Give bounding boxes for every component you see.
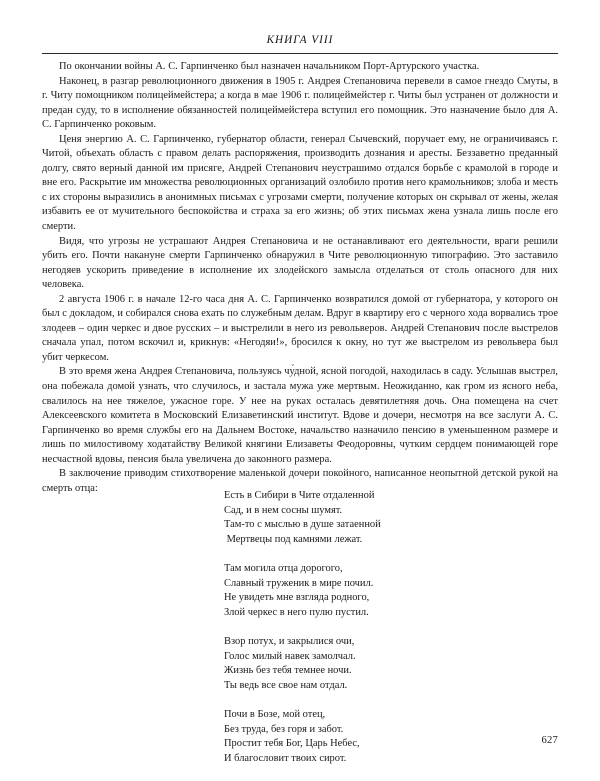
paragraph: В это время жена Андрея Степановича, пользуясь чу́дной, ясной погодой, находилась в саду. Услышав выстрел, она побежала домой узнать, что случилось, и застала мужа уже мертвым. Неожиданно, как гром из ясного неба, свалилось на нее тяжелое, ужасное горе. У нее на руках осталась девятилетняя дочь. Она помещена на счет Алексеевского комитета в Московский Елизаветинский институт. Вдове и дочери, несмотря на все заслуги А. С. Гарпинченко во время службы его на Дальнем Востоке, начальство назначило пенсию в уменьшенном размере и лишь по милостивому ходатайству Великой княгини Елизаветы Феодоровны, чутким сердцем понимающей горе несчастной вдовы, пенсия была увеличена до законного размера.: [42, 366, 558, 465]
poem-line: Там могила отца дорогого,: [224, 562, 343, 574]
poem-line: Взор потух, и закрылися очи,: [224, 635, 355, 647]
header-rule: [42, 53, 558, 54]
poem-line: Сад, и в нем сосны шумят.: [224, 504, 343, 516]
poem-line: Не увидеть мне взгляда родного,: [224, 592, 370, 604]
poem-line: Там-то с мыслью в душе затаенной: [224, 519, 381, 531]
poem-line: Славный труженик в мире почил.: [224, 577, 374, 589]
page-number: 627: [541, 735, 558, 746]
poem-line: Почи в Бозе, мой отец,: [224, 708, 326, 720]
poem-stanza: [224, 562, 524, 620]
paragraph: Ценя энергию А. С. Гарпинченко, губернатор области, генерал Сычевский, поручает ему, не ограничиваясь г. Читой, объехать область с правом делать распоряжения, производить дознания и аресты. Беззаветно преданный долгу, свято верный данной им присяге, Андрей Степанович неустрашимо отдался борьбе с крамолой в городе и вне его. Раскрытие им множества революционных организаций озлобило против него крамольников; злоба и месть с их стороны выразились в анонимных письмах с угрозами смерти, получение которых он скрывал от жены, желая избавить ее от мучительного беспокойства и страха за его жизнь; об этих письмах жена узнала лишь после его смерти.: [42, 133, 558, 233]
paragraph: Видя, что угрозы не устрашают Андрея Степановича и не останавливают его деятельности, враги решили убить его. Почти накануне смерти Гарпинченко обнаружил в Чите революционную типографию. Это заставило негодяев ускорить приведение в исполнение их злодейского замысла отделаться от столь опасного для них человека.: [42, 235, 558, 291]
body-text-block: [42, 60, 558, 496]
poem-line: Ты ведь все свое нам отдал.: [224, 679, 348, 691]
poem-line: Без труда, без горя и забот.: [224, 723, 344, 735]
poem-line: Мертвецы под камнями лежат.: [224, 533, 363, 545]
poem-line: Простит тебя Бог, Царь Небес,: [224, 738, 360, 750]
poem-line: И благословит твоих сирот.: [224, 752, 347, 764]
poem-stanza: [224, 635, 524, 693]
paragraph: В заключение приводим стихотворение маленькой дочери покойного, написанное неопытной детской рукой на смерть отца:: [42, 468, 558, 494]
poem-stanza: [224, 489, 524, 547]
poem-line: Жизнь без тебя темнее ночи.: [224, 665, 352, 677]
poem-line: Голос милый навек замолчал.: [224, 650, 356, 662]
paragraph: 2 августа 1906 г. в начале 12-го часа дня А. С. Гарпинченко возвратился домой от губернатора, у которого он был с докладом, и собирался снова ехать по служебным делам. Вдруг в квартиру его с черного хода ворвались трое злодеев – один черкес и двое русских – и выстрелили в него из револьверов. Андрей Степанович после выстрелов сначала упал, потом вскочил и, крикнув: «Негодяи!», бросился к окну, но тут же выстрелом из револьвера был убит черкесом.: [42, 293, 558, 363]
poem-line: Злой черкес в него пулю пустил.: [224, 606, 369, 618]
paragraph: По окончании войны А. С. Гарпинченко был назначен начальником Порт-Артурского участка.: [59, 61, 480, 72]
running-head: КНИГА VIII: [266, 34, 334, 46]
poem-line: Есть в Сибири в Чите отдаленной: [224, 490, 375, 501]
paragraph: Наконец, в разгар революционного движения в 1905 г. Андрея Степановича перевели в самое гнездо Смуты, в г. Читу помощником полицеймейстера; а когда в мае 1906 г. полицеймейстер г. Читы был устранен от должности и предан суду, то в исполнение обязанностей полицеймейстера вступил его помощник. Это назначение было для А. С. Гарпинченко роковым.: [42, 75, 558, 131]
